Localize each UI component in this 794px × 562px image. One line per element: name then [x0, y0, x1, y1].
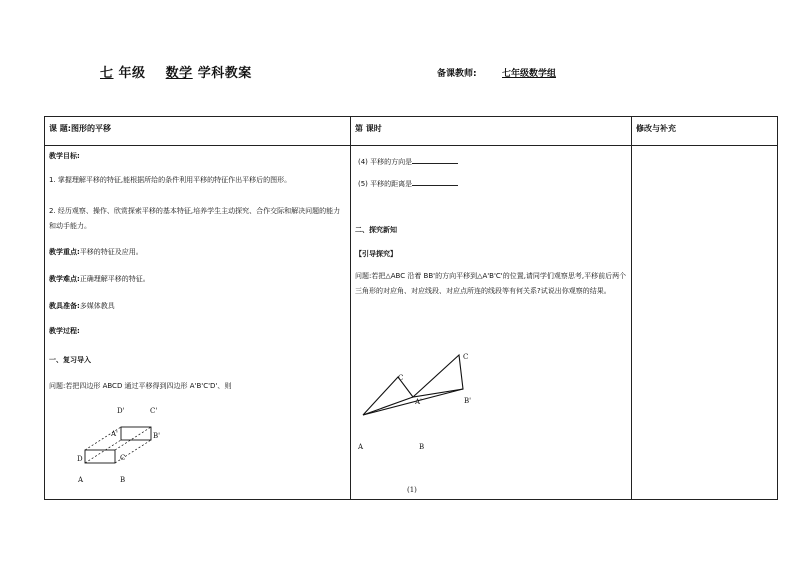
q5-text: (5) 平移的距离是	[358, 180, 413, 188]
label-d1: D'	[117, 407, 125, 415]
section-review: 一、复习导入	[49, 356, 91, 364]
goal-1: 1. 掌握理解平移的特征,能根据所给的条件利用平移的特征作出平移后的图形。	[49, 176, 292, 184]
column-divider	[350, 117, 351, 499]
grade-suffix: 年级	[118, 66, 146, 81]
header-row-divider	[45, 145, 777, 146]
revise-header: 修改与补充	[636, 124, 676, 133]
process-title: 教学过程:	[49, 327, 80, 335]
label-a: A	[78, 476, 84, 484]
teacher-label: 备课教师:	[437, 69, 477, 79]
rect-a1b1c1d1	[121, 427, 151, 440]
figure-caption: (1)	[407, 486, 417, 494]
q4-text: (4) 平移的方向是	[358, 158, 413, 166]
page-title	[100, 62, 252, 81]
review-question: 问题:若把四边形 ABCD 通过平移得到四边形 A'B'C'D'、则	[49, 382, 232, 390]
label-c1: C'	[150, 407, 158, 415]
label-c: C	[120, 454, 126, 462]
difficulty-label: 教学难点:	[49, 275, 80, 283]
topic-header: 课 题:图形的平移	[49, 124, 111, 133]
label-b1: B'	[153, 432, 161, 440]
guide-label: 【引导探究】	[355, 250, 397, 258]
tools-label: 教具准备:	[49, 302, 80, 310]
column-divider	[631, 117, 632, 499]
goal-2: 2. 经历观察、操作、欣赏探索平移的基本特征,培养学生主动探究、合作交际和解决问题的能力和动手能力。	[49, 207, 341, 230]
goals-title: 教学目标:	[49, 152, 80, 160]
key-value: 平移的特征及应用。	[79, 248, 143, 256]
label-b: B	[120, 476, 126, 484]
triangle-abc	[363, 377, 413, 415]
translation-figure-quad	[75, 402, 195, 497]
lesson-table	[44, 116, 778, 500]
label-b: B	[419, 443, 425, 451]
label-b1: B'	[464, 397, 472, 405]
label-a1: A'	[111, 430, 118, 438]
rect-abcd	[85, 450, 115, 463]
doc-type: 学科教案	[197, 66, 252, 81]
difficulty-value: 正确理解平移的特征。	[79, 275, 150, 283]
q4-blank	[412, 157, 458, 164]
label-a: A	[358, 443, 364, 451]
explore-question: 问题:若把△ABC 沿着 BB'的方向平移到△A'B'C'的位置,请同学们观察思考,平移前后两个三角形的对应角、对应线段、对应点所连的线段等有何关系?试说出你观察的结果。	[355, 272, 627, 295]
tools-value: 多媒体教具	[79, 302, 115, 310]
connector-line	[363, 389, 463, 415]
section-explore: 二、探究新知	[355, 226, 397, 234]
connector-aa1	[85, 440, 121, 463]
connector-cc1	[115, 427, 151, 450]
key-label: 教学重点:	[49, 248, 80, 256]
label-d: D	[77, 455, 83, 463]
subject: 数学	[165, 66, 193, 81]
translation-figure-triangle	[353, 347, 503, 497]
label-c: C	[398, 374, 404, 382]
grade: 七	[100, 66, 114, 81]
teacher-value: 七年级数学组	[502, 69, 557, 79]
label-a1: A'	[415, 398, 422, 406]
label-c-top: C	[463, 353, 469, 361]
q5-blank	[412, 179, 458, 186]
lesson-header: 第 课时	[355, 124, 382, 133]
